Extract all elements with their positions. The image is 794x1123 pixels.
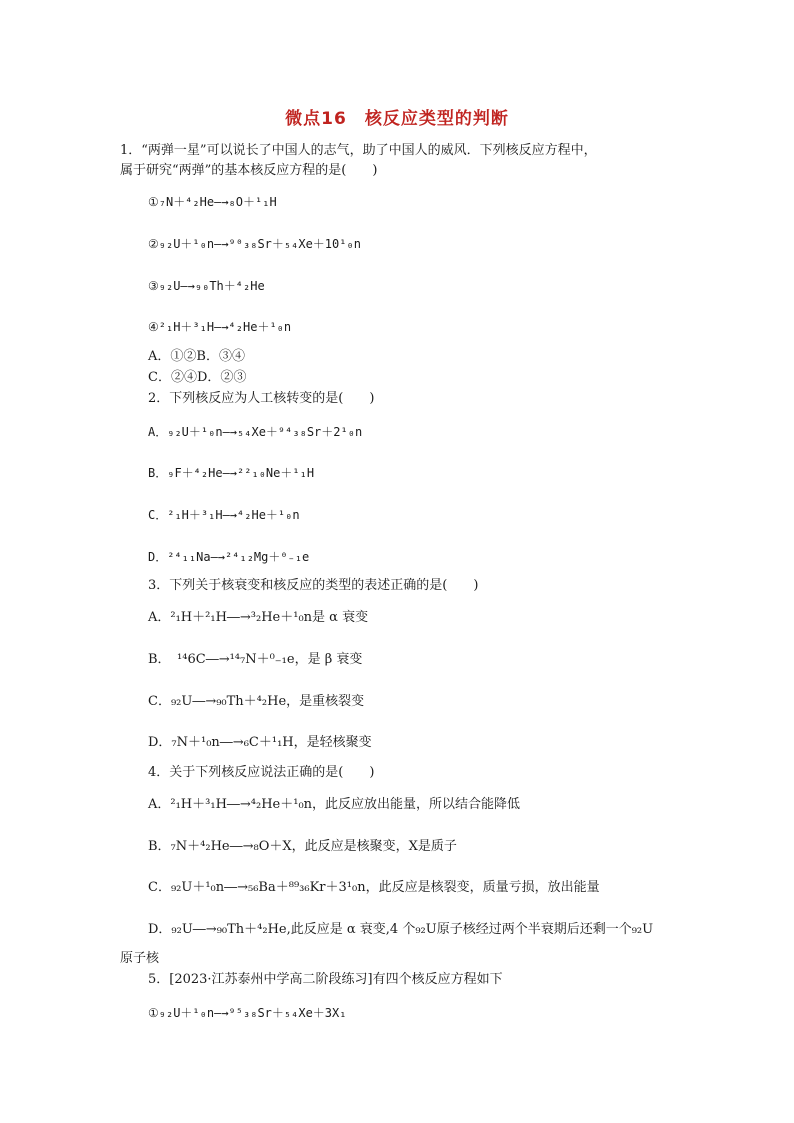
q4-stem: 4．关于下列核反应说法正确的是( )	[148, 765, 375, 780]
q3-stem: 3．下列关于核衰变和核反应的类型的表述正确的是( )	[148, 578, 479, 593]
q1-options-cd: C．②④D．②③	[148, 370, 247, 385]
q1-stem-line2: 属于研究“两弹”的基本核反应方程的是( )	[120, 163, 378, 178]
q1-equation-2: ②₉₂U＋¹₀n―→⁹⁰₃₈Sr＋₅₄Xe＋10¹₀n	[148, 237, 361, 251]
q2-stem: 2．下列核反应为人工核转变的是( )	[148, 391, 375, 406]
q2-option-b: B．₉F＋⁴₂He―→²²₁₀Ne＋¹₁H	[148, 466, 315, 480]
q3-option-c: C．₉₂U―→₉₀Th＋⁴₂He，是重核裂变	[148, 694, 365, 709]
page-title: 微点16 核反应类型的判断	[285, 109, 509, 129]
q5-equation-1: ①₉₂U＋¹₀n―→⁹⁵₃₈Sr＋₅₄Xe＋3X₁	[148, 1006, 347, 1020]
q2-option-a: A．₉₂U＋¹₀n―→₅₄Xe＋⁹⁴₃₈Sr＋2¹₀n	[148, 425, 363, 439]
q2-option-c: C．²₁H＋³₁H―→⁴₂He＋¹₀n	[148, 508, 300, 522]
q1-options-ab: A．①②B．③④	[148, 349, 245, 364]
q4-option-a: A．²₁H＋³₁H―→⁴₂He＋¹₀n，此反应放出能量，所以结合能降低	[148, 797, 521, 812]
q5-stem: 5．[2023·江苏泰州中学高二阶段练习]有四个核反应方程如下	[148, 972, 503, 987]
q4-option-c: C．₉₂U＋¹₀n―→₅₆Ba＋⁸⁹₃₆Kr＋3¹₀n，此反应是核裂变，质量亏损，放出能量	[148, 880, 600, 895]
q1-equation-3: ③₉₂U―→₉₀Th＋⁴₂He	[148, 279, 265, 293]
q4-option-d-line1: D．₉₂U―→₉₀Th＋⁴₂He,此反应是 α 衰变,4 个₉₂U原子核经过两个半衰期后还剩一个₉₂U	[148, 922, 654, 937]
q2-option-d: D．²⁴₁₁Na―→²⁴₁₂Mg＋⁰₋₁e	[148, 550, 310, 564]
q3-option-a: A．²₁H＋²₁H―→³₂He＋¹₀n是 α 衰变	[148, 610, 369, 625]
q4-option-b: B．₇N＋⁴₂He―→₈O＋X，此反应是核聚变，X是质子	[148, 839, 457, 854]
q4-option-d-line2: 原子核	[120, 951, 160, 966]
q3-option-d: D．₇N＋¹₀n―→₆C＋¹₁H，是轻核聚变	[148, 735, 372, 750]
q1-stem-line1: 1．“两弹一星”可以说长了中国人的志气，助了中国人的威风．下列核反应方程中，	[120, 143, 597, 158]
q1-equation-4: ④²₁H＋³₁H―→⁴₂He＋¹₀n	[148, 320, 292, 334]
q3-option-b: B． ¹⁴6C―→¹⁴₇N＋⁰₋₁e，是 β 衰变	[148, 652, 363, 667]
q1-equation-1: ①₇N＋⁴₂He―→₈O＋¹₁H	[148, 195, 277, 209]
